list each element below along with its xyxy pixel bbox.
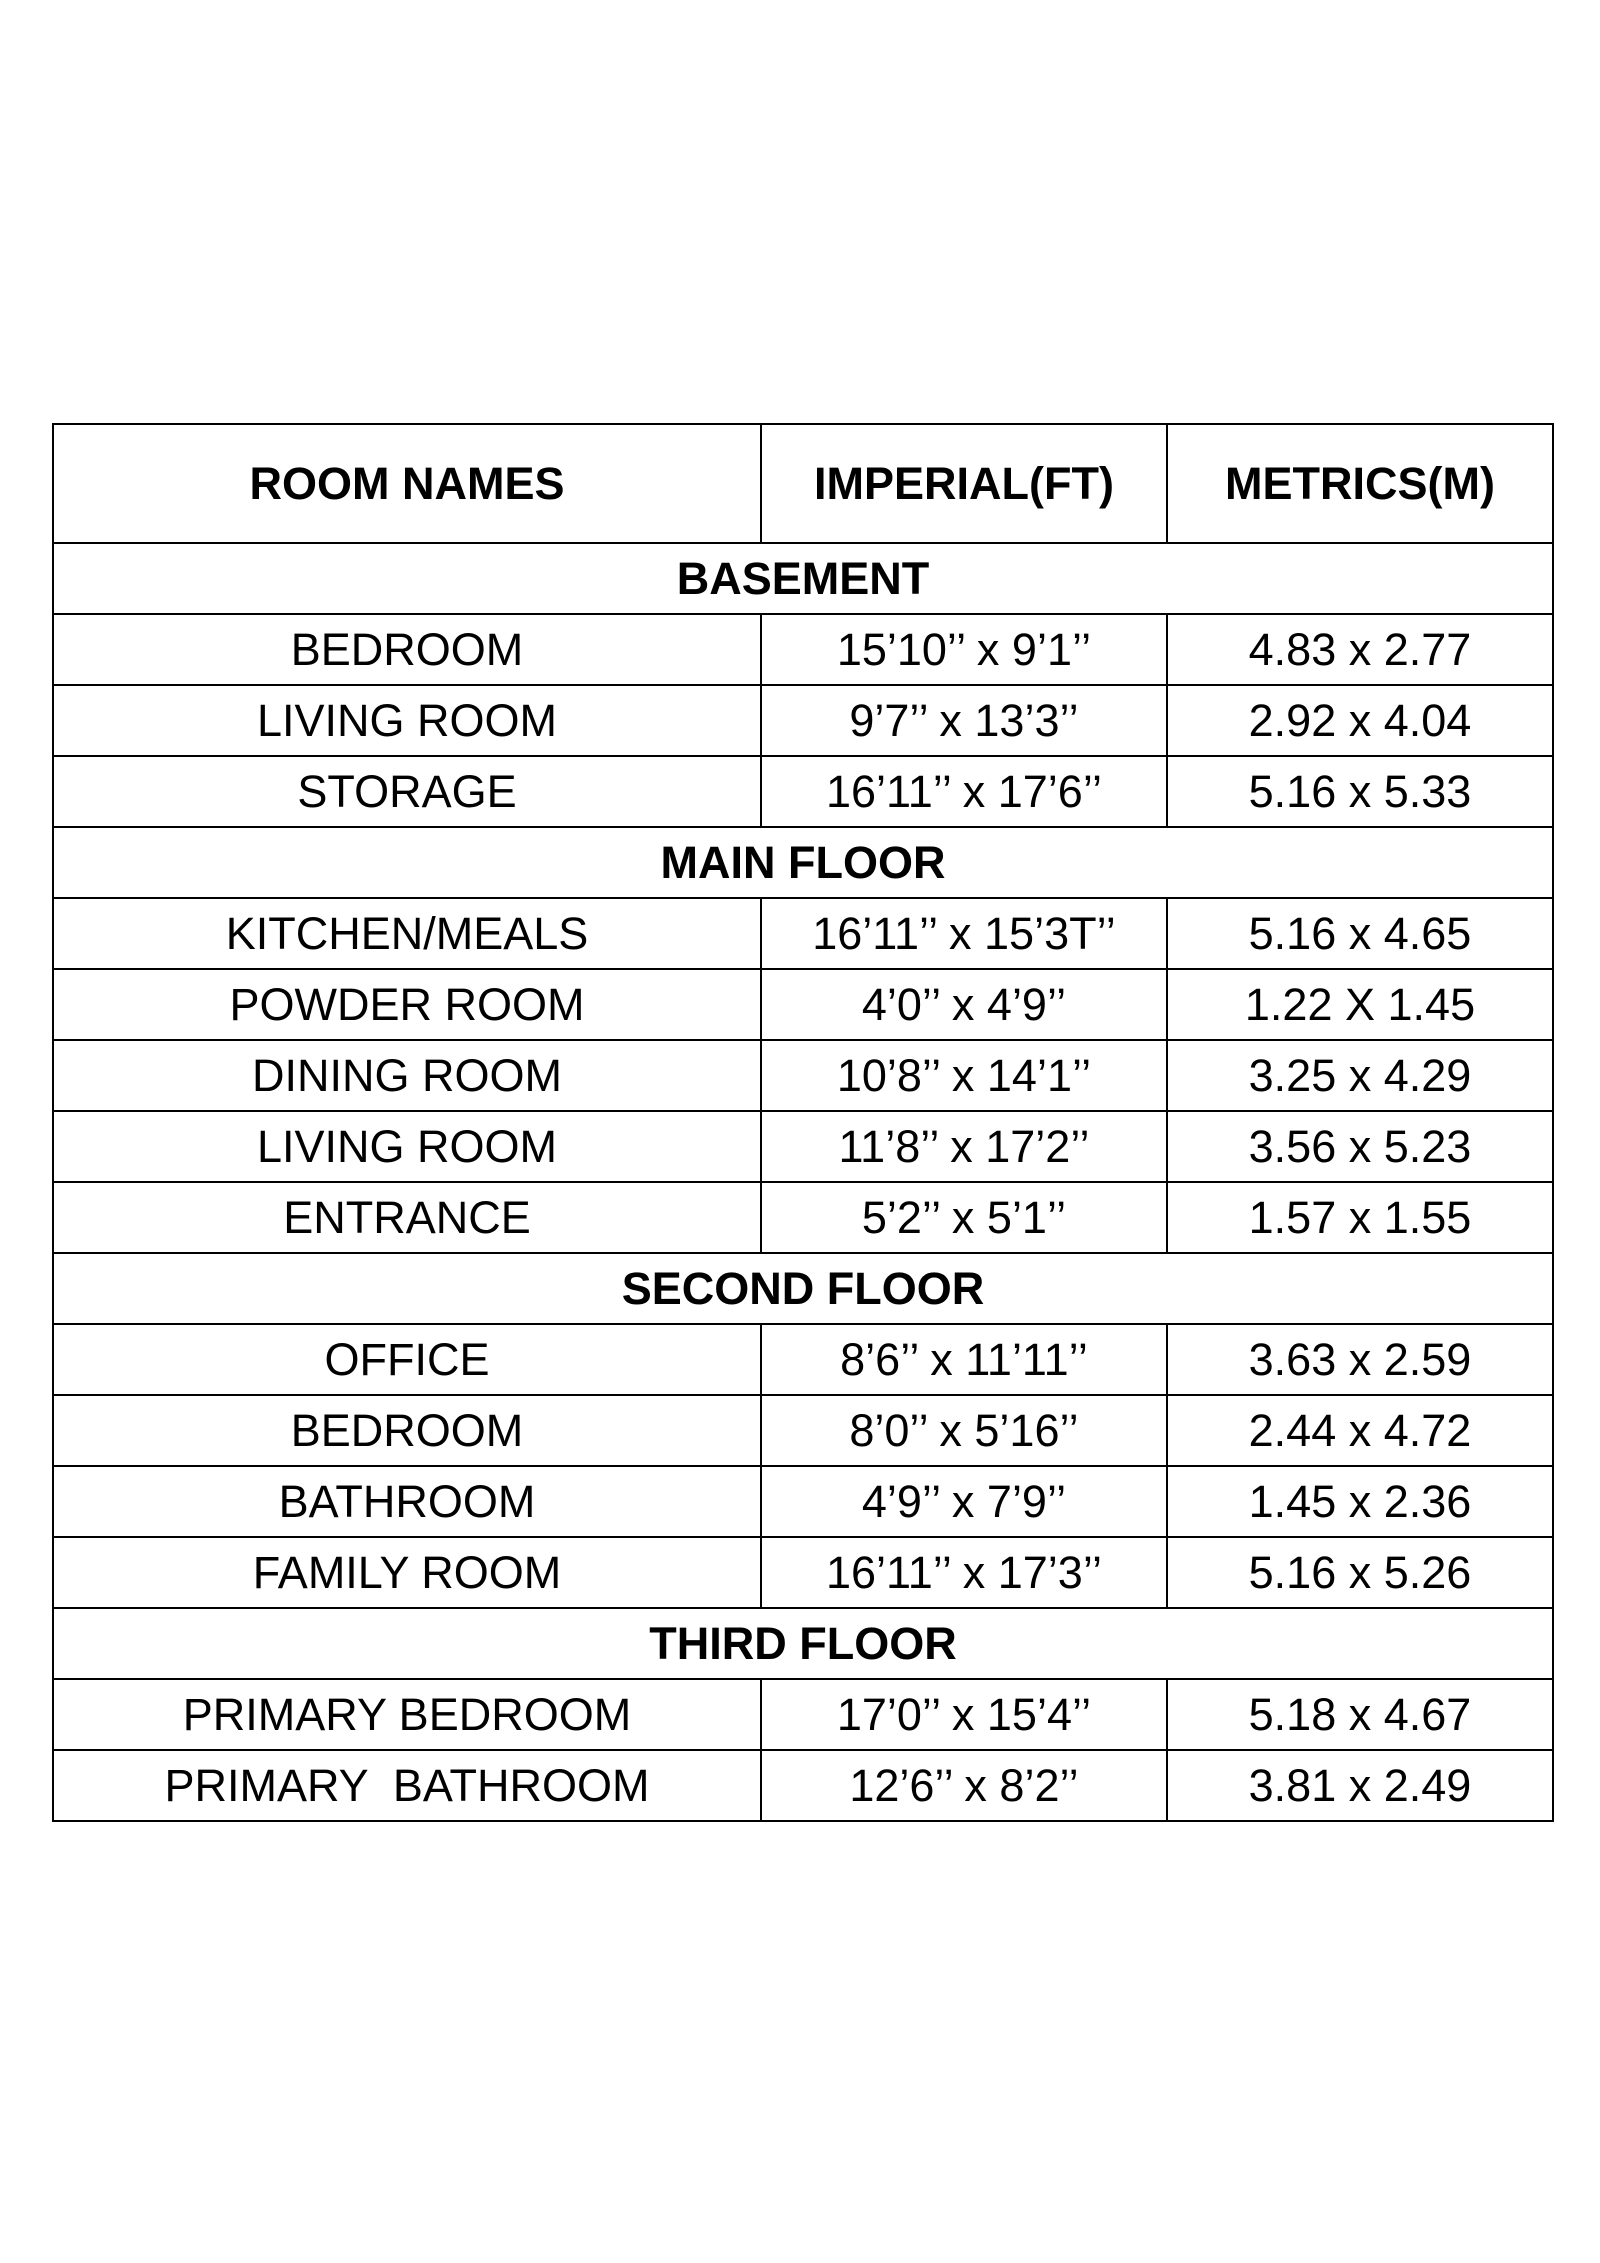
section-title: SECOND FLOOR: [53, 1253, 1553, 1324]
table-row: [53, 614, 1553, 685]
header-imperial: IMPERIAL(FT): [761, 424, 1167, 543]
metric-size: 5.16 x 5.33: [1167, 756, 1553, 827]
room-name: STORAGE: [53, 756, 761, 827]
table-row: [53, 1040, 1553, 1111]
imperial-size: 8’6’’ x 11’11’’: [761, 1324, 1167, 1395]
metric-size: 2.92 x 4.04: [1167, 685, 1553, 756]
table-row: [53, 1324, 1553, 1395]
room-dimensions-table: [52, 423, 1554, 1822]
metric-size: 5.16 x 4.65: [1167, 898, 1553, 969]
room-name: POWDER ROOM: [53, 969, 761, 1040]
imperial-size: 15’10’’ x 9’1’’: [761, 614, 1167, 685]
metric-size: 1.57 x 1.55: [1167, 1182, 1553, 1253]
room-name: PRIMARY BEDROOM: [53, 1679, 761, 1750]
table-row: [53, 1679, 1553, 1750]
imperial-size: 8’0’’ x 5’16’’: [761, 1395, 1167, 1466]
table-row: [53, 1111, 1553, 1182]
table-row: [53, 1395, 1553, 1466]
table-row: [53, 898, 1553, 969]
section-row-main-floor: [53, 827, 1553, 898]
metric-size: 1.45 x 2.36: [1167, 1466, 1553, 1537]
metric-size: 3.63 x 2.59: [1167, 1324, 1553, 1395]
section-title: THIRD FLOOR: [53, 1608, 1553, 1679]
table-row: [53, 1182, 1553, 1253]
metric-size: 4.83 x 2.77: [1167, 614, 1553, 685]
room-name: FAMILY ROOM: [53, 1537, 761, 1608]
table-row: [53, 1466, 1553, 1537]
room-name: LIVING ROOM: [53, 1111, 761, 1182]
metric-size: 2.44 x 4.72: [1167, 1395, 1553, 1466]
table-row: [53, 1750, 1553, 1821]
table-row: [53, 756, 1553, 827]
imperial-size: 12’6’’ x 8’2’’: [761, 1750, 1167, 1821]
imperial-size: 11’8’’ x 17’2’’: [761, 1111, 1167, 1182]
room-name: PRIMARY BATHROOM: [53, 1750, 761, 1821]
metric-size: 1.22 X 1.45: [1167, 969, 1553, 1040]
imperial-size: 17’0’’ x 15’4’’: [761, 1679, 1167, 1750]
metric-size: 3.25 x 4.29: [1167, 1040, 1553, 1111]
room-name: LIVING ROOM: [53, 685, 761, 756]
room-name: OFFICE: [53, 1324, 761, 1395]
section-row-second-floor: [53, 1253, 1553, 1324]
table-header-row: [53, 424, 1553, 543]
table-row: [53, 969, 1553, 1040]
imperial-size: 16’11’’ x 17’3’’: [761, 1537, 1167, 1608]
metric-size: 5.16 x 5.26: [1167, 1537, 1553, 1608]
room-name: BEDROOM: [53, 614, 761, 685]
section-row-basement: [53, 543, 1553, 614]
room-name: KITCHEN/MEALS: [53, 898, 761, 969]
section-row-third-floor: [53, 1608, 1553, 1679]
metric-size: 3.56 x 5.23: [1167, 1111, 1553, 1182]
imperial-size: 16’11’’ x 17’6’’: [761, 756, 1167, 827]
imperial-size: 5’2’’ x 5’1’’: [761, 1182, 1167, 1253]
table-row: [53, 685, 1553, 756]
imperial-size: 16’11’’ x 15’3T’’: [761, 898, 1167, 969]
header-metrics: METRICS(M): [1167, 424, 1553, 543]
room-name: DINING ROOM: [53, 1040, 761, 1111]
table-row: [53, 1537, 1553, 1608]
section-title: MAIN FLOOR: [53, 827, 1553, 898]
room-name: BATHROOM: [53, 1466, 761, 1537]
imperial-size: 9’7’’ x 13’3’’: [761, 685, 1167, 756]
header-room-names: ROOM NAMES: [53, 424, 761, 543]
room-name: BEDROOM: [53, 1395, 761, 1466]
imperial-size: 4’9’’ x 7’9’’: [761, 1466, 1167, 1537]
imperial-size: 4’0’’ x 4’9’’: [761, 969, 1167, 1040]
metric-size: 3.81 x 2.49: [1167, 1750, 1553, 1821]
imperial-size: 10’8’’ x 14’1’’: [761, 1040, 1167, 1111]
metric-size: 5.18 x 4.67: [1167, 1679, 1553, 1750]
room-name: ENTRANCE: [53, 1182, 761, 1253]
section-title: BASEMENT: [53, 543, 1553, 614]
